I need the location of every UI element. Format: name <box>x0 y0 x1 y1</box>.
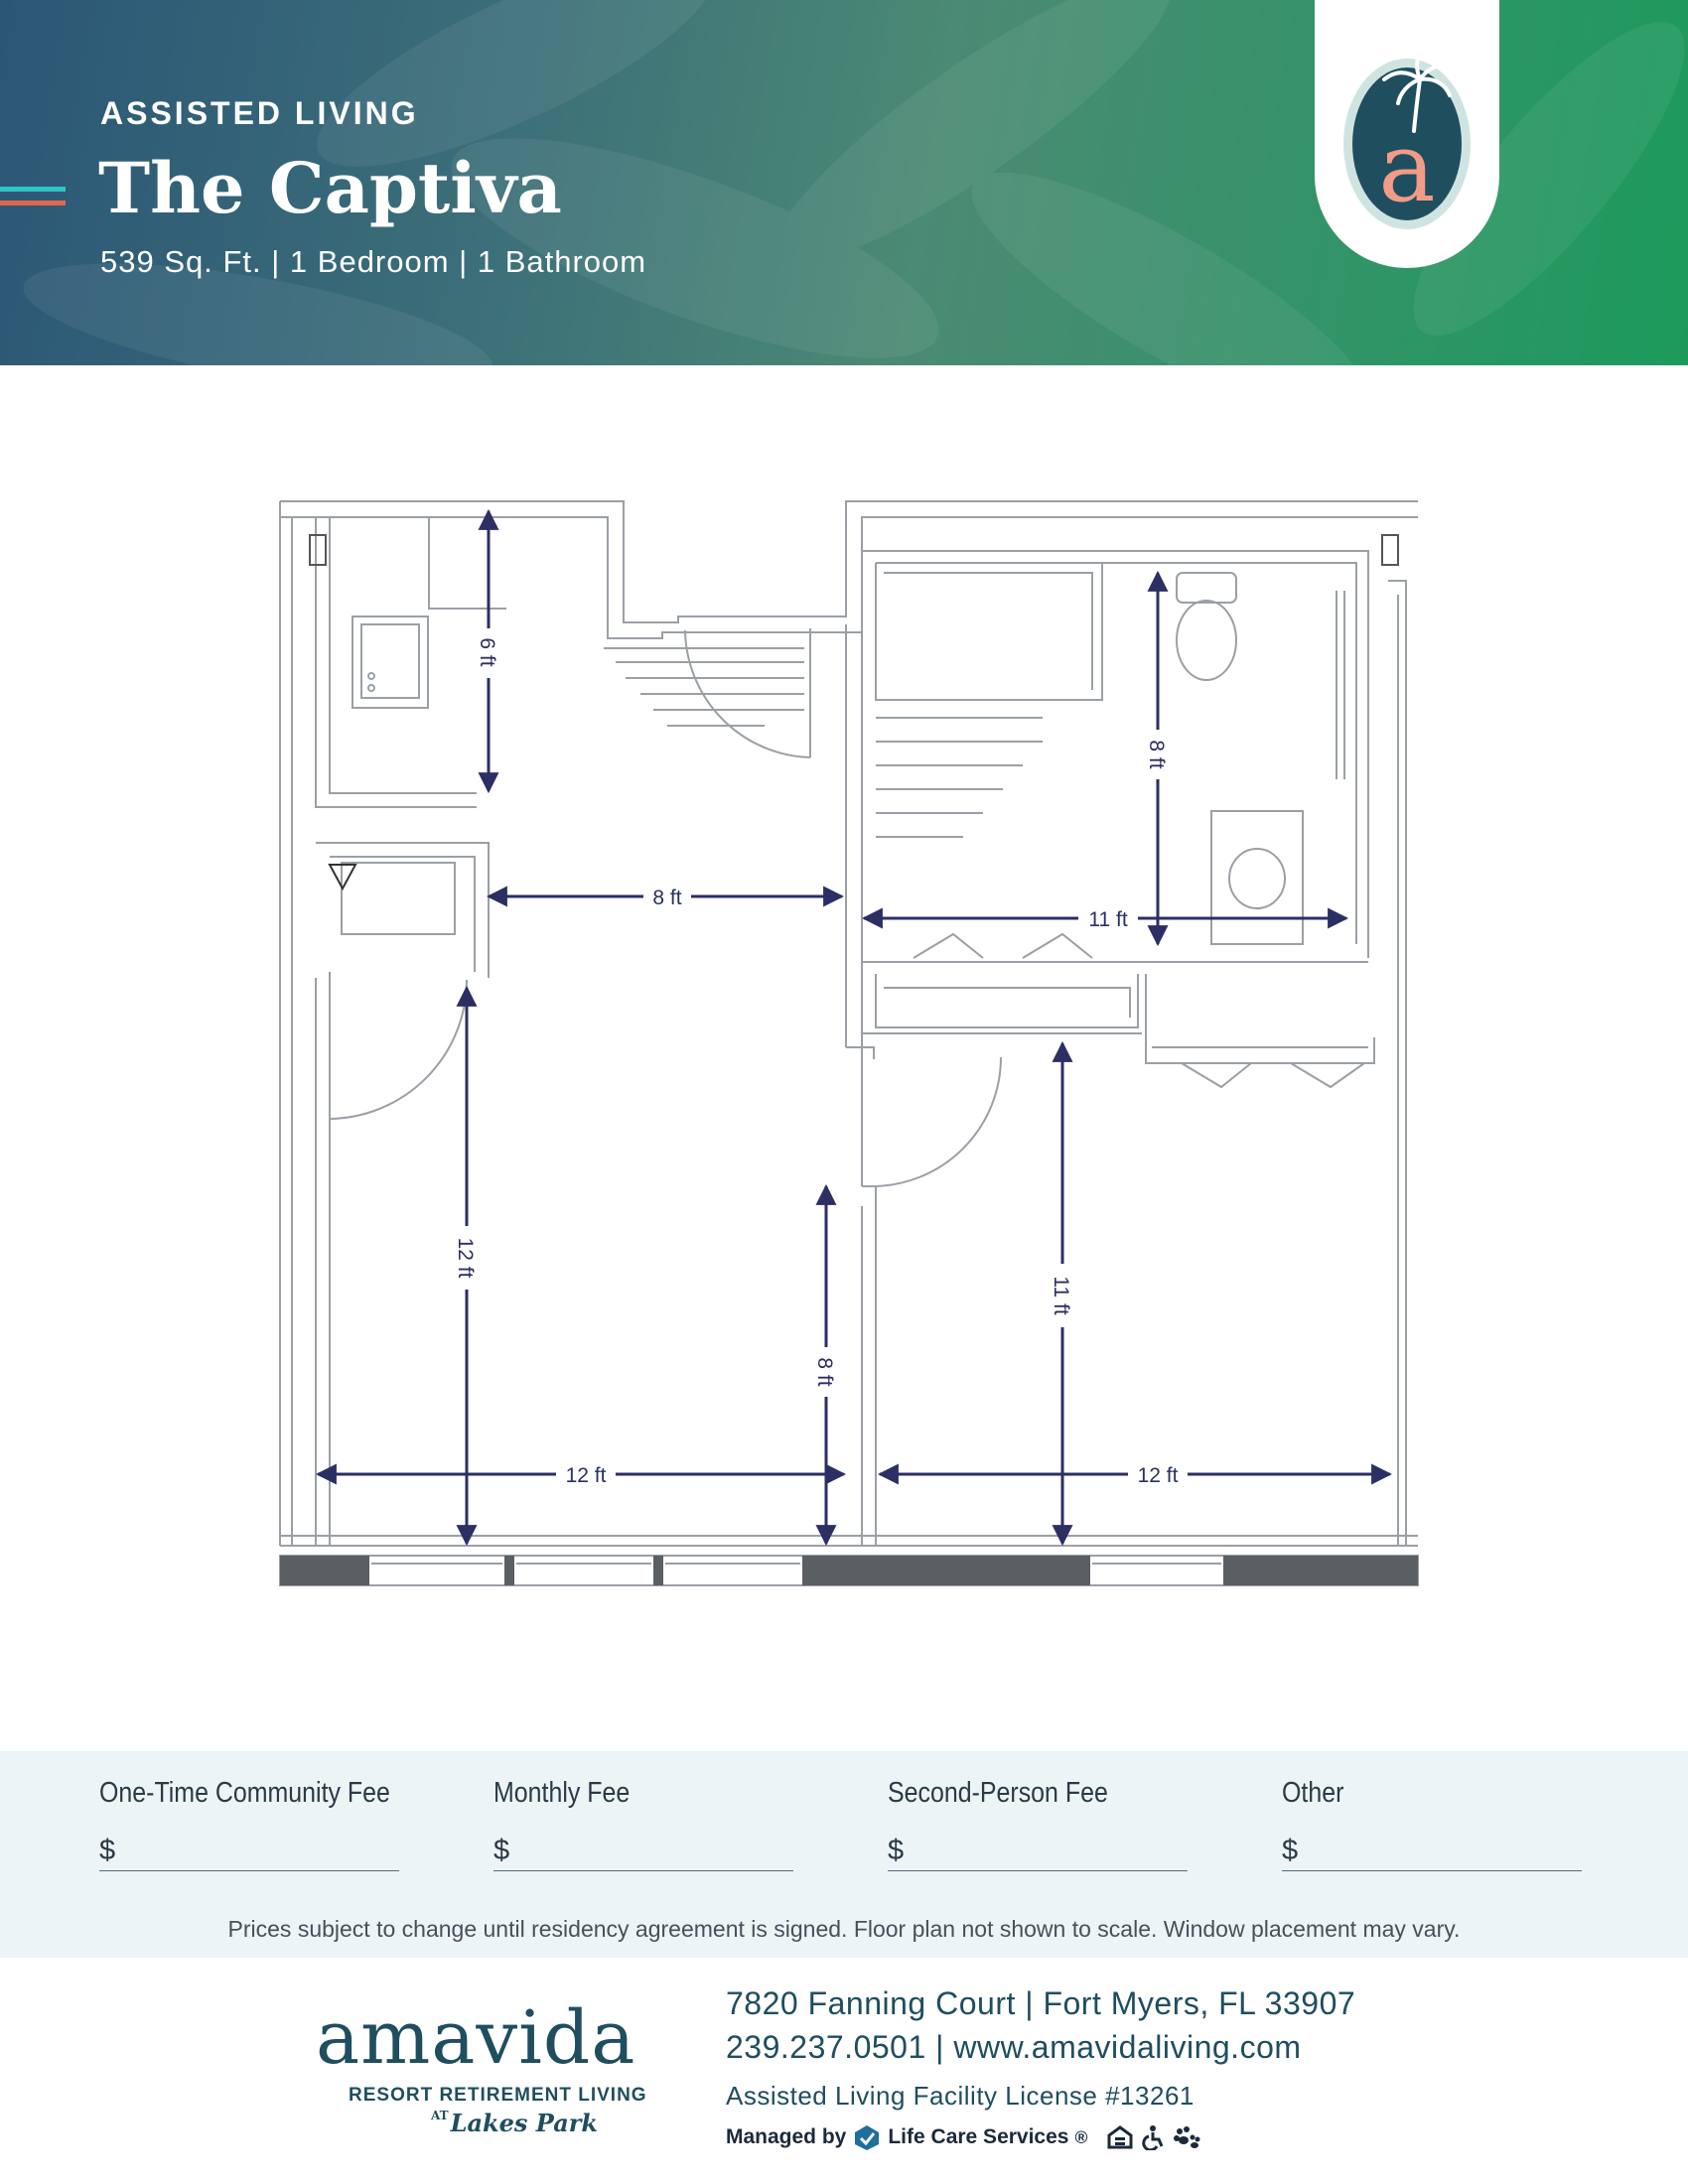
page-title: The Captiva <box>98 147 562 229</box>
manager-name: Life Care Services <box>888 2125 1069 2148</box>
life-care-services-logo-icon <box>852 2123 882 2151</box>
fee-label: Monthly Fee <box>493 1777 631 1809</box>
dim-label-living-height: 12 ft <box>454 1237 477 1279</box>
outlet-marker <box>1382 535 1398 565</box>
accent-line-teal <box>0 187 66 192</box>
registered-mark: ® <box>1074 2126 1088 2147</box>
equal-housing-icon <box>1107 2125 1133 2149</box>
currency-symbol: $ <box>493 1835 510 1866</box>
floor-plan <box>268 491 1420 1603</box>
brand-location <box>431 2109 598 2137</box>
fee-input-line <box>888 1833 1188 1871</box>
outlet-marker <box>310 535 326 565</box>
accessibility-icon <box>1141 2124 1165 2150</box>
unit-summary: 539 Sq. Ft. | 1 Bedroom | 1 Bathroom <box>100 244 647 279</box>
fee-one-time <box>99 1777 407 1866</box>
section-kicker: ASSISTED LIVING <box>100 95 419 131</box>
brand-location-name: Lakes Park <box>450 2109 599 2137</box>
dim-label-bath-height: 8 ft <box>1145 740 1168 769</box>
fee-second-person <box>888 1777 1196 1866</box>
currency-symbol: $ <box>99 1835 116 1866</box>
currency-symbol: $ <box>1282 1835 1299 1866</box>
managed-by-label: Managed by <box>726 2125 847 2148</box>
window-band <box>280 1556 1418 1585</box>
brand-at: AT <box>431 2109 449 2122</box>
disclaimer: Prices subject to change until residency agreement is signed. Floor plan not shown to scale. Window placement may vary. <box>227 1916 1461 1942</box>
logo-badge <box>1315 0 1499 268</box>
fee-input-line <box>493 1833 793 1871</box>
fee-label: Other <box>1282 1777 1344 1809</box>
currency-symbol: $ <box>888 1835 905 1866</box>
dim-label-mid-height: 8 ft <box>813 1357 836 1387</box>
header-banner <box>0 0 1688 365</box>
dim-label-living-upper: 8 ft <box>652 887 682 909</box>
brand-tagline: RESORT RETIREMENT LIVING <box>349 2085 647 2106</box>
accent-line-coral <box>0 201 66 205</box>
dim-label-bedroom-width: 12 ft <box>1137 1464 1179 1487</box>
dim-label-living-width: 12 ft <box>565 1464 607 1487</box>
address: 7820 Fanning Court | Fort Myers, FL 33907 <box>726 1985 1356 2021</box>
fee-input-line <box>1282 1833 1582 1871</box>
brand-wordmark: amavida <box>316 1995 636 2081</box>
managed-by <box>726 2123 1200 2151</box>
fee-monthly <box>493 1777 801 1866</box>
fee-label: Second-Person Fee <box>888 1777 1108 1809</box>
dim-label-bedroom-height: 11 ft <box>1050 1276 1072 1315</box>
pet-friendly-icon <box>1173 2125 1200 2149</box>
fee-label: One-Time Community Fee <box>99 1777 390 1809</box>
logo-letter: a <box>1378 112 1436 223</box>
fee-other <box>1282 1777 1590 1866</box>
dim-label-bath-width: 11 ft <box>1088 908 1128 931</box>
phone-website: 239.237.0501 | www.amavidaliving.com <box>726 2029 1302 2065</box>
fee-section <box>0 1751 1688 1958</box>
license-number: Assisted Living Facility License #13261 <box>726 2081 1195 2111</box>
walls <box>280 501 1418 1546</box>
dim-label-kitchen: 6 ft <box>476 637 498 667</box>
fee-input-line <box>99 1833 399 1871</box>
